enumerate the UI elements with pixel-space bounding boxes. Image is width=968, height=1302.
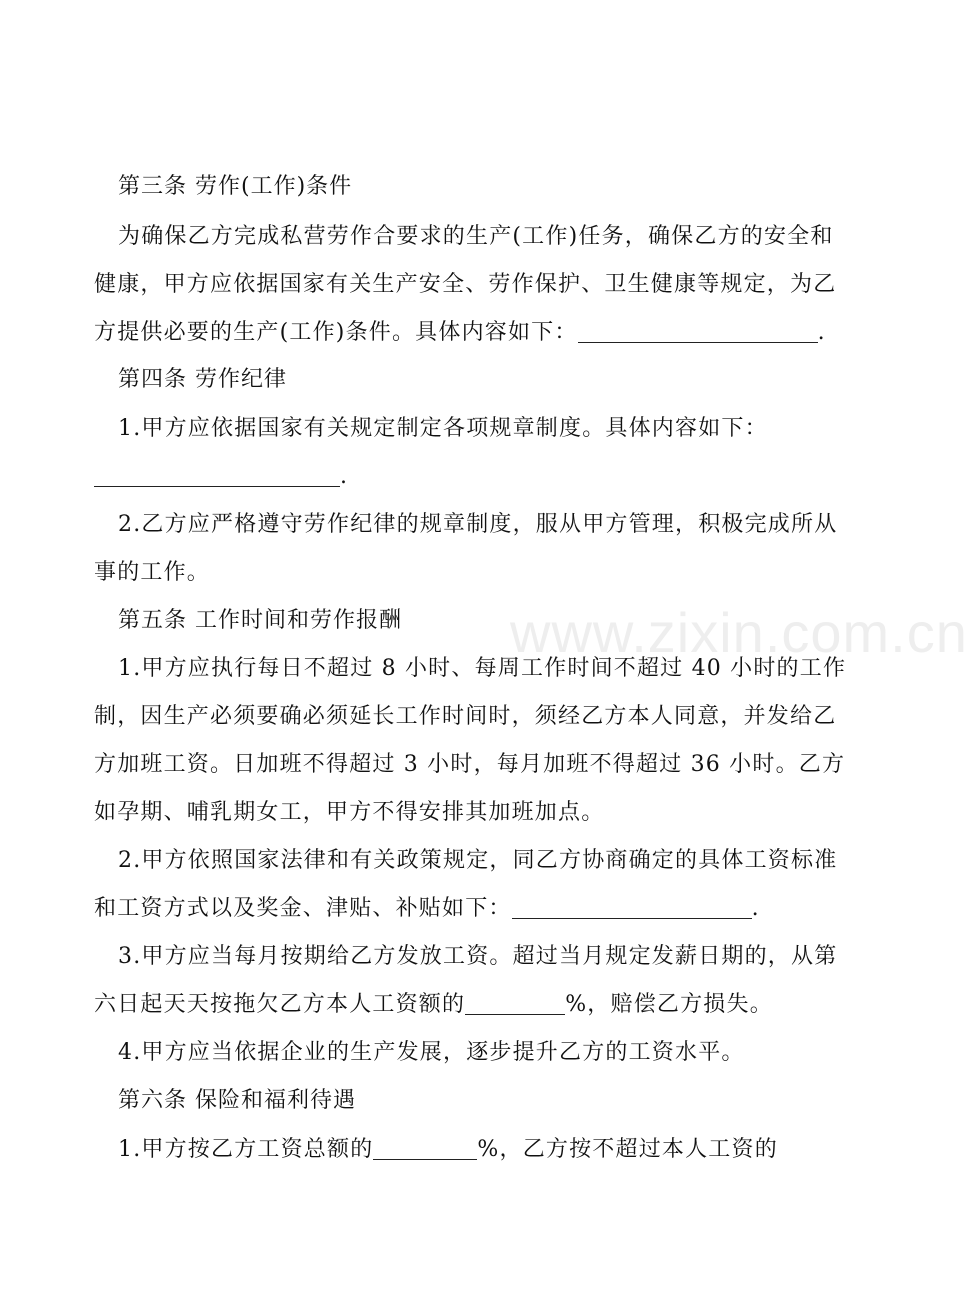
paragraph-line: 2.乙方应严格遵守劳作纪律的规章制度，服从甲方管理，积极完成所从 — [118, 512, 838, 537]
paragraph-line: 如孕期、哺乳期女工，甲方不得安排其加班加点。 — [94, 800, 605, 825]
paragraph-line: 1.甲方按乙方工资总额的 %，乙方按不超过本人工资的 — [118, 1137, 778, 1162]
paragraph-line: 方加班工资。日加班不得超过 3 小时，每月加班不得超过 36 小时。乙方 — [94, 752, 846, 777]
paragraph-line: 健康，甲方应依据国家有关生产安全、劳作保护、卫生健康等规定，为乙 — [94, 272, 837, 297]
fill-in-blank[interactable] — [578, 320, 818, 343]
fill-in-blank[interactable] — [465, 992, 565, 1015]
fill-in-blank[interactable] — [512, 896, 752, 919]
paragraph-line: 为确保乙方完成私营劳作合要求的生产(工作)任务，确保乙方的安全和 — [118, 224, 834, 249]
paragraph-line: 事的工作。 — [94, 560, 211, 585]
paragraph-line: 1.甲方应执行每日不超过 8 小时、每周工作时间不超过 40 小时的工作 — [118, 656, 847, 681]
article-3-heading: 第三条 劳作(工作)条件 — [118, 174, 353, 199]
article-4-heading: 第四条 劳作纪律 — [118, 367, 287, 392]
article-6-heading: 第六条 保险和福利待遇 — [118, 1088, 356, 1113]
article-5-heading: 第五条 工作时间和劳作报酬 — [118, 608, 402, 633]
paragraph-line: 2.甲方依照国家法律和有关政策规定，同乙方协商确定的具体工资标准 — [118, 848, 838, 873]
paragraph-line: 六日起天天按拖欠乙方本人工资额的 %，赔偿乙方损失。 — [94, 992, 773, 1017]
paragraph-line: 3.甲方应当每月按期给乙方发放工资。超过当月规定发薪日期的，从第 — [118, 944, 838, 969]
paragraph-line: 和工资方式以及奖金、津贴、补贴如下： . — [94, 896, 760, 921]
watermark: www.zixin.com.cn — [510, 601, 968, 664]
paragraph-line: . — [94, 462, 834, 492]
paragraph-line: 制，因生产必须要确必须延长工作时间时，须经乙方本人同意，并发给乙 — [94, 704, 837, 729]
paragraph-line: 4.甲方应当依据企业的生产发展，逐步提升乙方的工资水平。 — [118, 1040, 745, 1065]
fill-in-blank[interactable] — [94, 464, 340, 487]
fill-in-blank[interactable] — [373, 1137, 477, 1160]
paragraph-line: 方提供必要的生产(工作)条件。具体内容如下： . — [94, 320, 826, 345]
paragraph-line: 1.甲方应依据国家有关规定制定各项规章制度。具体内容如下： — [118, 416, 768, 441]
